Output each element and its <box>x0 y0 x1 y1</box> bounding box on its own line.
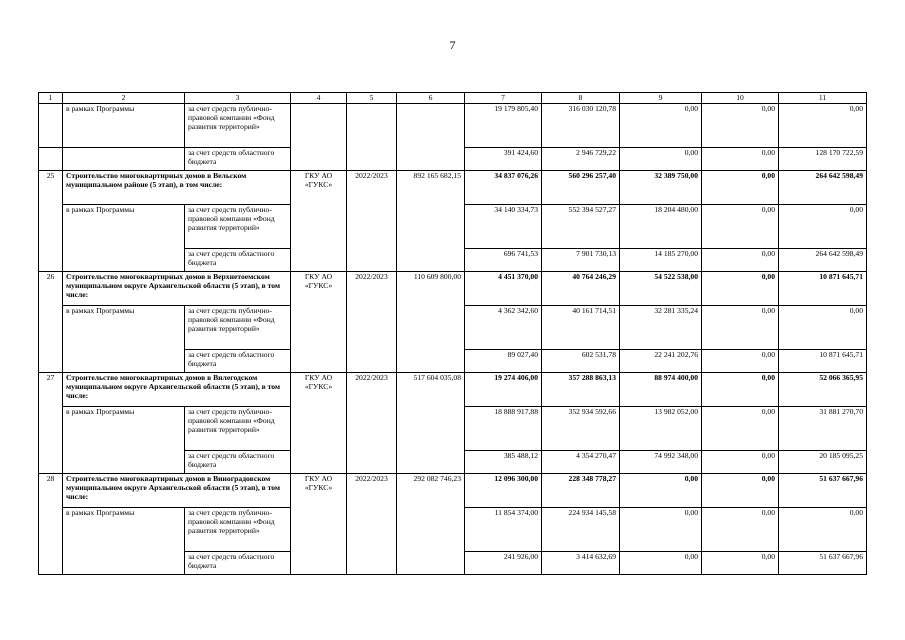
value-cell: 31 881 270,70 <box>779 407 867 451</box>
budget-table <box>38 92 867 575</box>
item-title: Строительство многоквартирных домов в Вельском муниципальном районе (5 этап), в том числе: <box>63 171 291 205</box>
item-title: Строительство многоквартирных домов в Вилегодском муниципальном округе Архангельской области (5 этап), в том числе: <box>63 373 291 407</box>
value-cell: 391 424,60 <box>465 148 542 171</box>
value-cell: 560 296 257,40 <box>542 171 620 205</box>
value-cell: 0,00 <box>702 407 779 451</box>
program-label: в рамках Программы <box>63 104 185 148</box>
total-cell: 292 082 746,23 <box>397 474 465 575</box>
value-cell: 0,00 <box>702 508 779 552</box>
period-cell <box>347 104 397 171</box>
column-number: 9 <box>620 93 702 104</box>
item-title: Строительство многоквартирных домов в Виноградовском муниципальном округе Архангельской области (5 этап), в том числе: <box>63 474 291 508</box>
value-cell: 4 354 270,47 <box>542 451 620 474</box>
executor-cell: ГКУ АО «ГУКС» <box>291 272 347 373</box>
value-cell: 20 185 095,25 <box>779 451 867 474</box>
column-number: 2 <box>63 93 185 104</box>
executor-cell: ГКУ АО «ГУКС» <box>291 474 347 575</box>
table-body <box>39 93 867 575</box>
value-cell: 0,00 <box>702 350 779 373</box>
funding-source: за счет средств публично-правовой компании «Фонд развития территорий» <box>185 407 291 451</box>
value-cell: 51 637 667,96 <box>779 474 867 508</box>
column-number: 6 <box>397 93 465 104</box>
value-cell: 352 934 592,66 <box>542 407 620 451</box>
column-number: 8 <box>542 93 620 104</box>
value-cell: 7 901 730,13 <box>542 249 620 272</box>
column-number-row <box>39 93 867 104</box>
value-cell: 40 161 714,51 <box>542 306 620 350</box>
value-cell: 10 871 645,71 <box>779 272 867 306</box>
value-cell: 14 185 270,00 <box>620 249 702 272</box>
value-cell: 0,00 <box>702 104 779 148</box>
executor-cell <box>291 104 347 171</box>
value-cell: 264 642 598,49 <box>779 171 867 205</box>
value-cell: 0,00 <box>702 171 779 205</box>
value-cell: 54 522 538,00 <box>620 272 702 306</box>
item-row <box>39 171 867 205</box>
period-cell: 2022/2023 <box>347 171 397 272</box>
column-number: 1 <box>39 93 63 104</box>
value-cell: 128 170 722,59 <box>779 148 867 171</box>
period-cell: 2022/2023 <box>347 474 397 575</box>
value-cell: 11 854 374,00 <box>465 508 542 552</box>
value-cell: 32 389 750,00 <box>620 171 702 205</box>
value-cell: 0,00 <box>620 552 702 575</box>
value-cell: 0,00 <box>620 148 702 171</box>
program-label: в рамках Программы <box>63 508 185 575</box>
program-label <box>63 148 185 171</box>
value-cell: 19 274 406,00 <box>465 373 542 407</box>
value-cell: 34 140 334,73 <box>465 205 542 249</box>
value-cell: 18 888 917,88 <box>465 407 542 451</box>
value-cell: 385 488,12 <box>465 451 542 474</box>
funding-source: за счет средств публично-правовой компании «Фонд развития территорий» <box>185 508 291 552</box>
value-cell: 40 764 246,29 <box>542 272 620 306</box>
value-cell: 0,00 <box>702 249 779 272</box>
value-cell: 4 362 342,60 <box>465 306 542 350</box>
funding-source: за счет средств областного бюджета <box>185 249 291 272</box>
value-cell: 0,00 <box>702 451 779 474</box>
column-number: 11 <box>779 93 867 104</box>
column-number: 4 <box>291 93 347 104</box>
value-cell: 32 281 335,24 <box>620 306 702 350</box>
value-cell: 34 837 076,26 <box>465 171 542 205</box>
value-cell: 357 288 863,13 <box>542 373 620 407</box>
item-title: Строительство многоквартирных домов в Верхнетоемском муниципальном округе Архангельской области (5 этап), в том числе: <box>63 272 291 306</box>
item-number: 26 <box>39 272 63 373</box>
executor-cell: ГКУ АО «ГУКС» <box>291 171 347 272</box>
item-number: 25 <box>39 171 63 272</box>
value-cell: 0,00 <box>779 104 867 148</box>
value-cell: 0,00 <box>702 474 779 508</box>
item-number: 28 <box>39 474 63 575</box>
value-cell: 10 871 645,71 <box>779 350 867 373</box>
column-number: 7 <box>465 93 542 104</box>
page-number: 7 <box>449 38 456 52</box>
funding-source: за счет средств публично-правовой компании «Фонд развития территорий» <box>185 306 291 350</box>
value-cell: 0,00 <box>702 205 779 249</box>
value-cell: 0,00 <box>620 104 702 148</box>
value-cell: 0,00 <box>702 373 779 407</box>
value-cell: 264 642 598,49 <box>779 249 867 272</box>
value-cell: 228 348 778,27 <box>542 474 620 508</box>
value-cell: 224 934 145,58 <box>542 508 620 552</box>
value-cell: 316 030 120,78 <box>542 104 620 148</box>
funding-source: за счет средств областного бюджета <box>185 451 291 474</box>
value-cell: 22 241 202,76 <box>620 350 702 373</box>
value-cell: 2 946 729,22 <box>542 148 620 171</box>
value-cell: 51 637 667,96 <box>779 552 867 575</box>
value-cell: 0,00 <box>702 552 779 575</box>
program-label: в рамках Программы <box>63 205 185 272</box>
funding-source: за счет средств публично-правовой компании «Фонд развития территорий» <box>185 205 291 249</box>
program-label: в рамках Программы <box>63 306 185 373</box>
executor-cell: ГКУ АО «ГУКС» <box>291 373 347 474</box>
column-number: 10 <box>702 93 779 104</box>
value-cell: 602 531,78 <box>542 350 620 373</box>
value-cell: 0,00 <box>702 306 779 350</box>
program-label: в рамках Программы <box>63 407 185 474</box>
value-cell: 19 179 805,40 <box>465 104 542 148</box>
total-cell: 892 165 682,15 <box>397 171 465 272</box>
value-cell: 0,00 <box>779 205 867 249</box>
total-cell: 110 609 800,00 <box>397 272 465 373</box>
item-row <box>39 474 867 508</box>
value-cell: 0,00 <box>620 474 702 508</box>
value-cell: 0,00 <box>779 306 867 350</box>
value-cell: 0,00 <box>702 148 779 171</box>
item-row <box>39 272 867 306</box>
total-cell: 517 604 035,08 <box>397 373 465 474</box>
number-cell <box>39 104 63 148</box>
column-number: 3 <box>185 93 291 104</box>
value-cell: 241 926,00 <box>465 552 542 575</box>
value-cell: 4 451 370,00 <box>465 272 542 306</box>
funding-source: за счет средств областного бюджета <box>185 552 291 575</box>
item-row <box>39 373 867 407</box>
value-cell: 88 974 400,00 <box>620 373 702 407</box>
value-cell: 0,00 <box>779 508 867 552</box>
funding-source: за счет средств публично-правовой компании «Фонд развития территорий» <box>185 104 291 148</box>
value-cell: 0,00 <box>702 272 779 306</box>
value-cell: 12 096 300,00 <box>465 474 542 508</box>
value-cell: 89 027,40 <box>465 350 542 373</box>
period-cell: 2022/2023 <box>347 373 397 474</box>
period-cell: 2022/2023 <box>347 272 397 373</box>
column-number: 5 <box>347 93 397 104</box>
program-row <box>39 104 867 148</box>
value-cell: 0,00 <box>620 508 702 552</box>
value-cell: 18 204 480,00 <box>620 205 702 249</box>
value-cell: 3 414 632,69 <box>542 552 620 575</box>
value-cell: 74 992 348,00 <box>620 451 702 474</box>
value-cell: 52 066 365,95 <box>779 373 867 407</box>
funding-source: за счет средств областного бюджета <box>185 148 291 171</box>
total-cell <box>397 104 465 171</box>
value-cell: 552 394 527,27 <box>542 205 620 249</box>
number-cell <box>39 148 63 171</box>
funding-source: за счет средств областного бюджета <box>185 350 291 373</box>
value-cell: 696 741,53 <box>465 249 542 272</box>
value-cell: 13 982 052,00 <box>620 407 702 451</box>
item-number: 27 <box>39 373 63 474</box>
